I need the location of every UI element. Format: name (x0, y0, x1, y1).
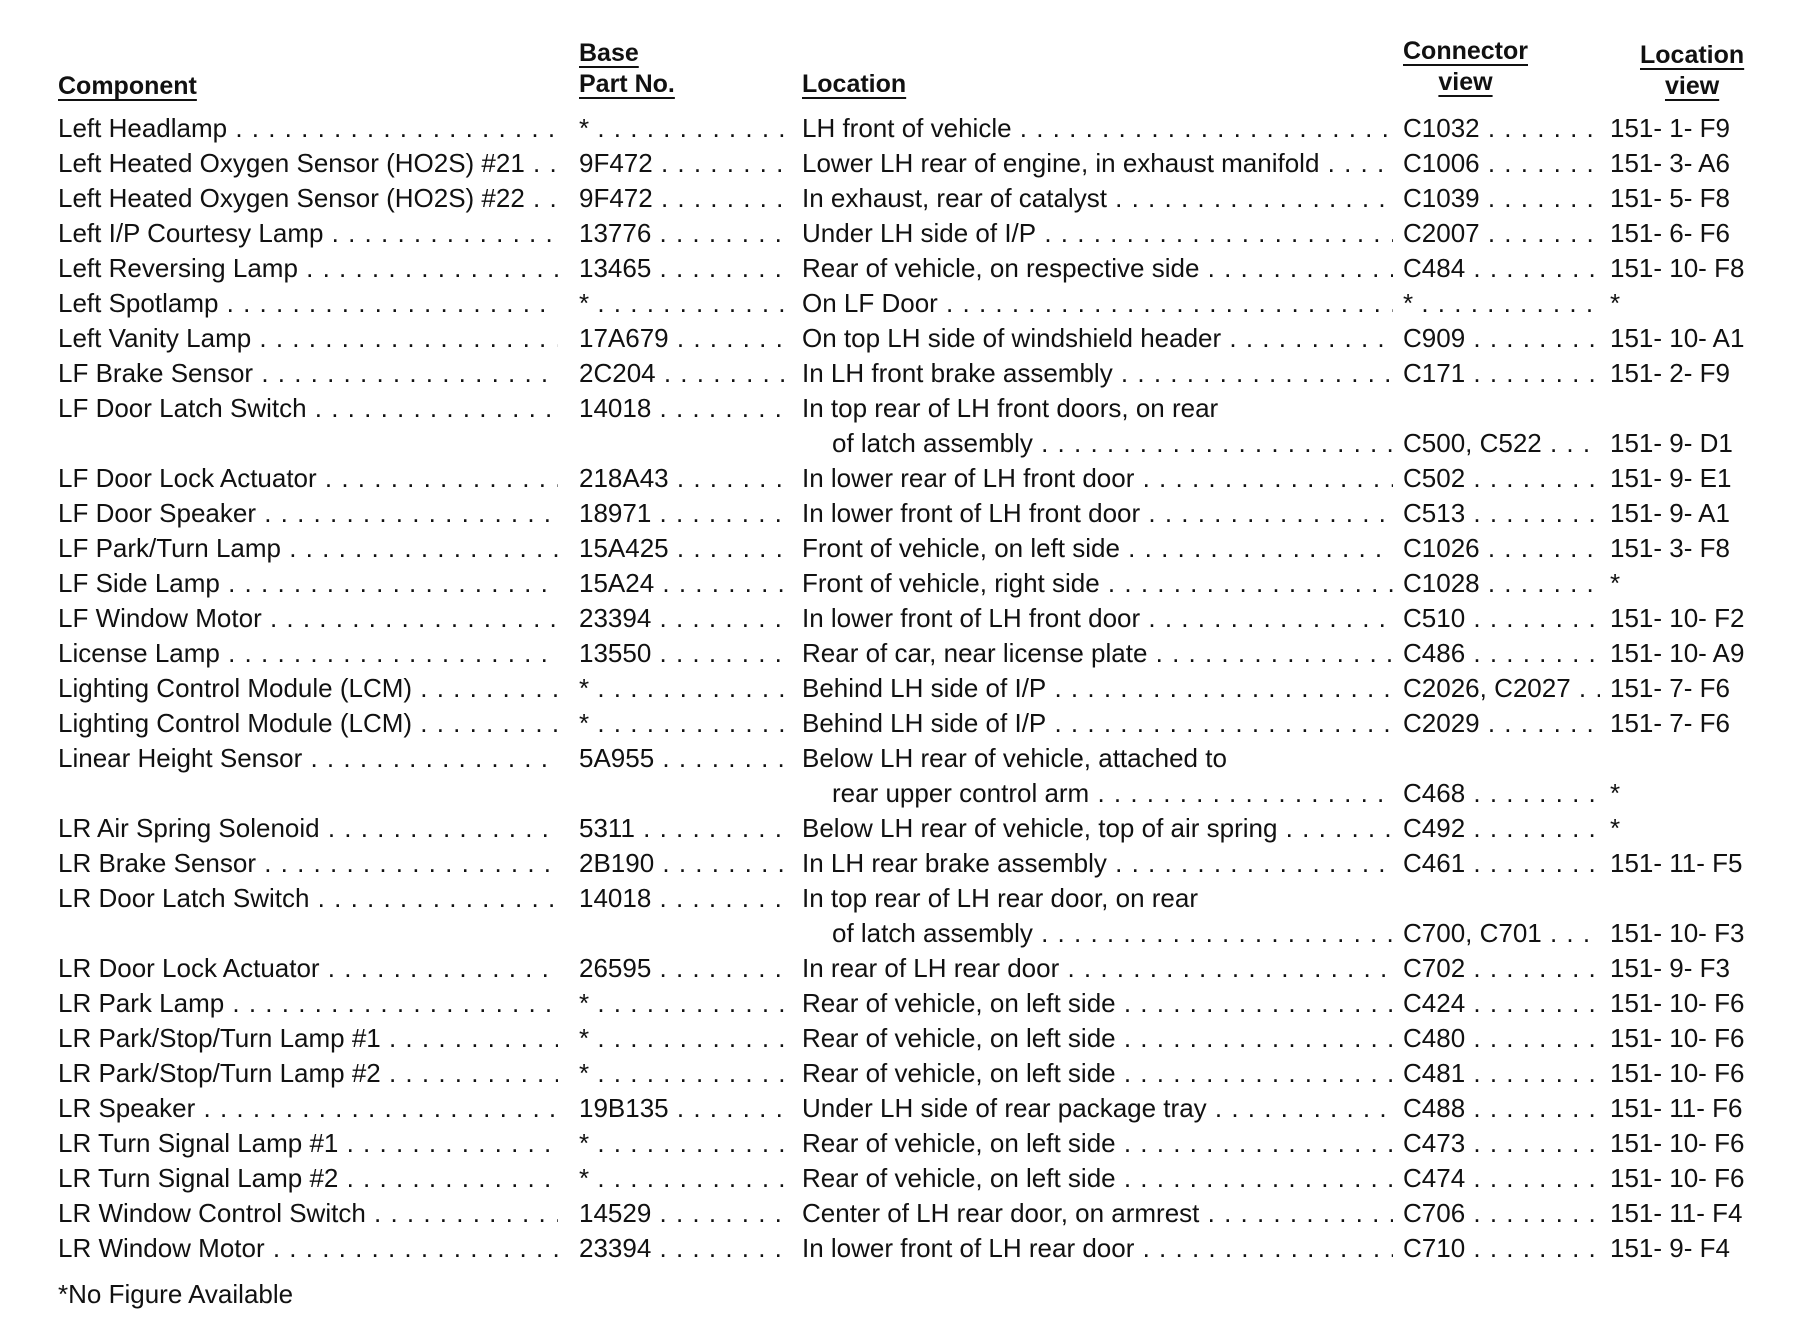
cell-location: In lower front of LH front door . . . (802, 601, 1393, 636)
cell-part-no: 17A679 . . . (579, 321, 792, 356)
cell-location-view: 151- 11- F5 (1610, 848, 1743, 878)
cell-location: Behind LH side of I/P . . . (802, 671, 1393, 706)
cell-part-no: 2C204 . . . (579, 356, 792, 391)
cell-part-no: * . . . (579, 671, 792, 706)
cell-component: LF Door Speaker . . . (58, 496, 558, 531)
cell-connector: C510 . . . (1403, 601, 1600, 636)
cell-part-no: 5311 . . . (579, 811, 792, 846)
table-row (0, 356, 1808, 391)
table-row (0, 1021, 1808, 1056)
cell-location-view: 151- 1- F9 (1610, 113, 1730, 143)
header-part-bottom: Part No. (579, 70, 675, 98)
cell-part-no: 9F472 . . . (579, 146, 792, 181)
cell-component: LF Door Latch Switch . . . (58, 391, 558, 426)
table-row (0, 181, 1808, 216)
cell-location-view: 151- 5- F8 (1610, 183, 1730, 213)
cell-location: Lower LH rear of engine, in exhaust manifold . . . (802, 146, 1393, 181)
cell-component: LR Window Motor . . . (58, 1231, 558, 1266)
cell-location: Rear of vehicle, on left side . . . (802, 986, 1393, 1021)
cell-part-no: 26595 . . . (579, 951, 792, 986)
table-row (0, 146, 1808, 181)
cell-component: LR Turn Signal Lamp #2 . . . (58, 1161, 558, 1196)
cell-part-no: 23394 . . . (579, 1231, 792, 1266)
cell-location: In lower front of LH rear door . . . (802, 1231, 1393, 1266)
cell-part-no: 18971 . . . (579, 496, 792, 531)
header-component (58, 71, 197, 102)
header-locview-bottom: view (1664, 72, 1720, 100)
table-row (0, 216, 1808, 251)
cell-location-view: * (1610, 568, 1621, 598)
cell-location-view: 151- 7- F6 (1610, 673, 1730, 703)
cell-location-view: 151- 2- F9 (1610, 358, 1730, 388)
cell-connector: C500, C522 . . . (1403, 426, 1600, 461)
cell-location: Front of vehicle, on left side . . . (802, 531, 1393, 566)
cell-component: LF Window Motor . . . (58, 601, 558, 636)
cell-connector: C2029 . . . (1403, 706, 1600, 741)
cell-connector: C488 . . . (1403, 1091, 1600, 1126)
cell-component: Left Heated Oxygen Sensor (HO2S) #21 . . . (58, 146, 558, 181)
cell-location-view: 151- 10- F6 (1610, 988, 1745, 1018)
cell-part-no: 2B190 . . . (579, 846, 792, 881)
cell-connector: C484 . . . (1403, 251, 1600, 286)
cell-location-view: 151- 9- D1 (1610, 428, 1733, 458)
cell-component: LF Brake Sensor . . . (58, 356, 558, 391)
header-location (802, 69, 906, 100)
cell-location: In LH rear brake assembly . . . (802, 846, 1393, 881)
cell-component: Lighting Control Module (LCM) . . . (58, 706, 558, 741)
cell-part-no: 15A425 . . . (579, 531, 792, 566)
table-row (0, 251, 1808, 286)
cell-component: LF Door Lock Actuator . . . (58, 461, 558, 496)
cell-component: Left Spotlamp . . . (58, 286, 558, 321)
table-row (0, 881, 1808, 951)
cell-part-no: 15A24 . . . (579, 566, 792, 601)
cell-part-no: 23394 . . . (579, 601, 792, 636)
cell-location: On top LH side of windshield header . . . (802, 321, 1393, 356)
cell-location: In lower front of LH front door . . . (802, 496, 1393, 531)
cell-location-view: 151- 6- F6 (1610, 218, 1730, 248)
cell-connector: C1028 . . . (1403, 566, 1600, 601)
cell-location: Rear of vehicle, on respective side . . . (802, 251, 1393, 286)
table-row (0, 846, 1808, 881)
cell-connector: C492 . . . (1403, 811, 1600, 846)
cell-part-no: * . . . (579, 986, 792, 1021)
cell-part-no: * . . . (579, 111, 792, 146)
cell-connector: C1026 . . . (1403, 531, 1600, 566)
cell-connector: C706 . . . (1403, 1196, 1600, 1231)
cell-location-view: 151- 9- F3 (1610, 953, 1730, 983)
cell-connector: C513 . . . (1403, 496, 1600, 531)
cell-connector: C474 . . . (1403, 1161, 1600, 1196)
header-location-view (1640, 40, 1744, 102)
cell-location: In LH front brake assembly . . . (802, 356, 1393, 391)
cell-part-no: 5A955 . . . (579, 741, 792, 776)
cell-component: LR Park Lamp . . . (58, 986, 558, 1021)
table-row (0, 1231, 1808, 1266)
table-body (0, 111, 1808, 1266)
cell-location: Below LH rear of vehicle, attached to (802, 743, 1227, 773)
table-row (0, 1196, 1808, 1231)
cell-location: Rear of vehicle, on left side . . . (802, 1021, 1393, 1056)
cell-connector: C702 . . . (1403, 951, 1600, 986)
cell-component: LR Air Spring Solenoid . . . (58, 811, 558, 846)
cell-component: LR Window Control Switch . . . (58, 1196, 558, 1231)
cell-connector: C909 . . . (1403, 321, 1600, 356)
cell-connector: C486 . . . (1403, 636, 1600, 671)
cell-location: Center of LH rear door, on armrest . . . (802, 1196, 1393, 1231)
cell-part-no: * . . . (579, 1126, 792, 1161)
table-row (0, 1161, 1808, 1196)
cell-component: Linear Height Sensor . . . (58, 741, 558, 776)
cell-connector: C2026, C2027 . . . (1403, 671, 1600, 706)
cell-connector: C710 . . . (1403, 1231, 1600, 1266)
cell-connector: C2007 . . . (1403, 216, 1600, 251)
header-locview-top: Location (1640, 41, 1745, 69)
cell-part-no: * . . . (579, 706, 792, 741)
cell-component: Left Vanity Lamp . . . (58, 321, 558, 356)
table-row (0, 391, 1808, 461)
table-row (0, 286, 1808, 321)
header-base-part-no (579, 38, 675, 100)
header-connector-bottom: view (1438, 68, 1493, 96)
cell-location-view: 151- 10- A9 (1610, 638, 1745, 668)
cell-location-cont: of latch assembly . . . (832, 916, 1393, 951)
cell-connector: C424 . . . (1403, 986, 1600, 1021)
cell-location: LH front of vehicle . . . (802, 111, 1393, 146)
cell-location-view: 151- 10- F6 (1610, 1058, 1745, 1088)
cell-connector: C502 . . . (1403, 461, 1600, 496)
cell-location-view: * (1610, 288, 1621, 318)
cell-part-no: * . . . (579, 1021, 792, 1056)
table-row (0, 566, 1808, 601)
cell-part-no: 218A43 . . . (579, 461, 792, 496)
cell-component: LR Park/Stop/Turn Lamp #1 . . . (58, 1021, 558, 1056)
cell-location: In top rear of LH front doors, on rear (802, 393, 1219, 423)
cell-location-view: 151- 7- F6 (1610, 708, 1730, 738)
cell-connector: C700, C701 . . . (1403, 916, 1600, 951)
cell-component: Lighting Control Module (LCM) . . . (58, 671, 558, 706)
table-row (0, 811, 1808, 846)
cell-connector: C1006 . . . (1403, 146, 1600, 181)
cell-location-view: 151- 9- E1 (1610, 463, 1732, 493)
header-component-label: Component (58, 72, 197, 100)
table-row (0, 951, 1808, 986)
cell-connector: * . . . (1403, 286, 1600, 321)
cell-connector: C468 . . . (1403, 776, 1600, 811)
table-row (0, 706, 1808, 741)
cell-component: Left Headlamp . . . (58, 111, 558, 146)
cell-component: Left I/P Courtesy Lamp . . . (58, 216, 558, 251)
cell-part-no: * . . . (579, 1161, 792, 1196)
cell-location-view: 151- 10- F2 (1610, 603, 1745, 633)
cell-connector: C480 . . . (1403, 1021, 1600, 1056)
cell-location: Under LH side of I/P . . . (802, 216, 1393, 251)
table-row (0, 496, 1808, 531)
cell-connector: C1039 . . . (1403, 181, 1600, 216)
footnote: *No Figure Available (58, 1279, 294, 1309)
cell-location: Rear of vehicle, on left side . . . (802, 1056, 1393, 1091)
cell-component: LR Turn Signal Lamp #1 . . . (58, 1126, 558, 1161)
table-row (0, 111, 1808, 146)
cell-connector: C171 . . . (1403, 356, 1600, 391)
table-row (0, 531, 1808, 566)
header-connector-top: Connector (1403, 37, 1528, 65)
cell-part-no: 13550 . . . (579, 636, 792, 671)
cell-connector: C461 . . . (1403, 846, 1600, 881)
cell-location: Below LH rear of vehicle, top of air spring . . . (802, 811, 1393, 846)
cell-location-view: 151- 3- A6 (1610, 148, 1730, 178)
cell-location-view: 151- 9- A1 (1610, 498, 1730, 528)
cell-location-cont: rear upper control arm . . . (832, 776, 1393, 811)
cell-connector: C1032 . . . (1403, 111, 1600, 146)
cell-location: Rear of car, near license plate . . . (802, 636, 1393, 671)
cell-location-view: * (1610, 778, 1621, 808)
cell-location-view: 151- 3- F8 (1610, 533, 1730, 563)
header-connector-view (1403, 36, 1528, 98)
cell-location-view: 151- 10- F6 (1610, 1023, 1745, 1053)
table-row (0, 321, 1808, 356)
cell-location-view: 151- 11- F6 (1610, 1093, 1743, 1123)
cell-component: LF Park/Turn Lamp . . . (58, 531, 558, 566)
cell-part-no: * . . . (579, 1056, 792, 1091)
cell-location: Under LH side of rear package tray . . . (802, 1091, 1393, 1126)
cell-connector: C473 . . . (1403, 1126, 1600, 1161)
cell-part-no: 14529 . . . (579, 1196, 792, 1231)
cell-location: Front of vehicle, right side . . . (802, 566, 1393, 601)
cell-location-cont: of latch assembly . . . (832, 426, 1393, 461)
cell-part-no: 13776 . . . (579, 216, 792, 251)
cell-connector: C481 . . . (1403, 1056, 1600, 1091)
cell-location: Rear of vehicle, on left side . . . (802, 1161, 1393, 1196)
cell-location: In lower rear of LH front door . . . (802, 461, 1393, 496)
cell-location: In exhaust, rear of catalyst . . . (802, 181, 1393, 216)
cell-component: LR Park/Stop/Turn Lamp #2 . . . (58, 1056, 558, 1091)
cell-component: LR Door Latch Switch . . . (58, 881, 558, 916)
cell-component: LR Brake Sensor . . . (58, 846, 558, 881)
cell-location: Rear of vehicle, on left side . . . (802, 1126, 1393, 1161)
table-row (0, 636, 1808, 671)
cell-location-view: 151- 10- F3 (1610, 918, 1745, 948)
cell-component: LF Side Lamp . . . (58, 566, 558, 601)
cell-component: Left Heated Oxygen Sensor (HO2S) #22 . . . (58, 181, 558, 216)
cell-component: License Lamp . . . (58, 636, 558, 671)
cell-location: In top rear of LH rear door, on rear (802, 883, 1198, 913)
table-row (0, 741, 1808, 811)
cell-part-no: 9F472 . . . (579, 181, 792, 216)
cell-location-view: 151- 9- F4 (1610, 1233, 1730, 1263)
cell-location: Behind LH side of I/P . . . (802, 706, 1393, 741)
cell-location: On LF Door . . . (802, 286, 1393, 321)
table-row (0, 671, 1808, 706)
cell-location-view: 151- 10- A1 (1610, 323, 1745, 353)
table-row (0, 461, 1808, 496)
cell-location-view: 151- 11- F4 (1610, 1198, 1743, 1228)
table-row (0, 1126, 1808, 1161)
table-row (0, 986, 1808, 1021)
cell-component: Left Reversing Lamp . . . (58, 251, 558, 286)
header-location-label: Location (802, 70, 907, 98)
cell-location-view: 151- 10- F8 (1610, 253, 1745, 283)
header-part-top: Base (579, 39, 639, 67)
table-row (0, 1056, 1808, 1091)
cell-part-no: * . . . (579, 286, 792, 321)
cell-part-no: 19B135 . . . (579, 1091, 792, 1126)
cell-location: In rear of LH rear door . . . (802, 951, 1393, 986)
table-row (0, 1091, 1808, 1126)
table-row (0, 601, 1808, 636)
cell-component: LR Speaker . . . (58, 1091, 558, 1126)
cell-component: LR Door Lock Actuator . . . (58, 951, 558, 986)
cell-location-view: 151- 10- F6 (1610, 1128, 1745, 1158)
cell-part-no: 14018 . . . (579, 391, 792, 426)
cell-location-view: * (1610, 813, 1621, 843)
cell-part-no: 14018 . . . (579, 881, 792, 916)
cell-location-view: 151- 10- F6 (1610, 1163, 1745, 1193)
cell-part-no: 13465 . . . (579, 251, 792, 286)
